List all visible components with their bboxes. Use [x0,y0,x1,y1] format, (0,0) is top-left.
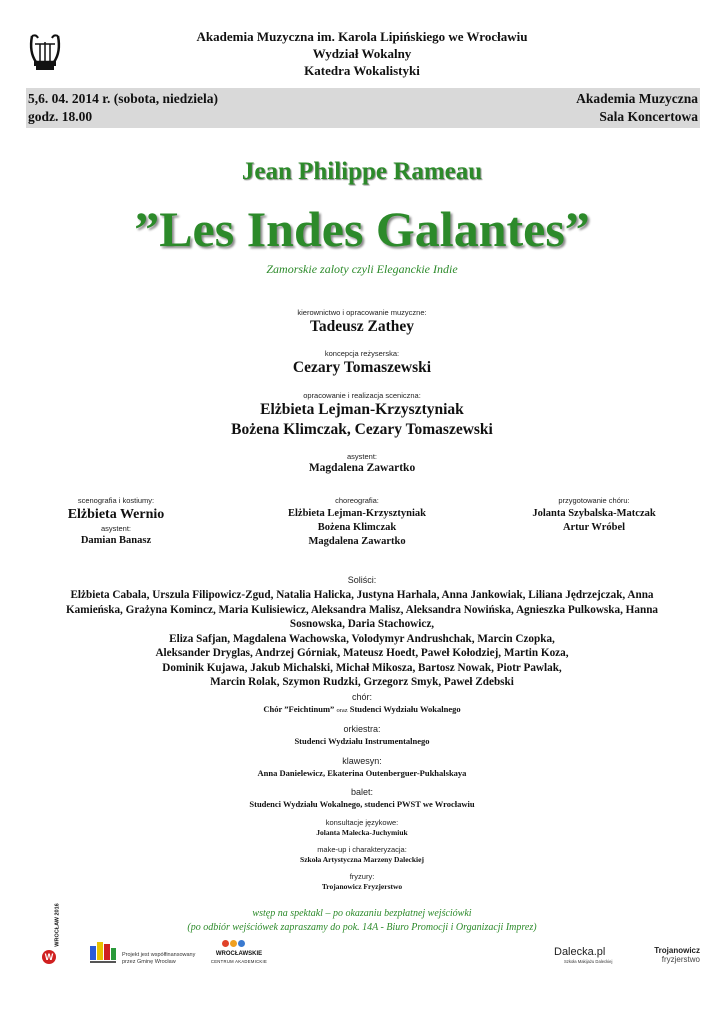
scenography-label: scenografia i kostiumy: [77,496,155,505]
venue-hall: Sala Koncertowa [599,109,698,124]
wca-text-1: WROCŁAWSKIE [215,951,263,957]
staging-names-line1: Elżbieta Lejman-Krzysztyniak [260,401,464,418]
choir-prep-name-2: Artur Wróbel [562,522,626,533]
soloists-line: Elżbieta Cabala, Urszula Filipowicz-Zgud, Natalia Halicka, Justyna Harhala, Anna Jankowiak, Liliana Jędrzejczak, Anna [70,589,654,601]
makeup-label: make-up i charakteryzacja: [317,845,407,854]
stage-director-label: koncepcja reżyserska: [324,349,400,358]
scenography-assistant-name: Damian Banasz [80,535,152,546]
language-name: Jolanta Malecka-Juchymiuk [316,828,408,837]
wca-dot-orange [230,940,237,947]
event-datetime [28,90,218,126]
music-director-label: kierownictwo i opracowanie muzyczne: [297,308,427,317]
wca-dot-blue [238,940,245,947]
music-director-name: Tadeusz Zathey [309,318,415,335]
dalecka-tagline: Szkoła Makijażu Daleckiej [564,959,613,964]
wca-dot-red [222,940,229,947]
project-colorful-logo [88,940,118,966]
choir-names [0,703,724,717]
ticket-pickup-info: (po odbiór wejściówek zapraszamy do pok. 14A - Biuro Promocji i Organizacji Imprez) [187,922,537,933]
wroclaw-2016-logo [38,903,72,968]
choir-conjunction: oraz [336,707,348,714]
trojanowicz-name: Trojanowicz [654,946,700,955]
stage-director-name: Cezary Tomaszewski [292,359,432,376]
choir-name-b: Studenci Wydziału Wokalnego [349,704,461,714]
opera-subtitle: Zamorskie zaloty czyli Eleganckie Indie [266,262,458,276]
department-name: Katedra Wokalistyki [304,63,420,78]
event-date: 5,6. 04. 2014 r. (sobota, niedziela) [28,91,218,106]
faculty-name: Wydział Wokalny [312,46,412,61]
staging-names-line2: Bożena Klimczak, Cezary Tomaszewski [231,421,493,438]
harpsichord-label: klawesyn: [342,756,382,766]
composer-name: Jean Philippe Rameau [241,158,483,185]
wroclaw-2016-text: WROCŁAW 2016 [54,903,61,947]
makeup-name: Szkoła Artystyczna Marzeny Daleckiej [300,855,424,864]
scenography-assistant-label: asystent: [100,524,131,533]
soloists-list [30,588,694,690]
harpsichord-names: Anna Danielewicz, Ekaterina Outenberguer-Pukhalskaya [257,768,467,778]
choir-prep-label: przygotowanie chóru: [558,496,630,505]
choreography-name-2: Bożena Klimczak [317,522,397,533]
trojanowicz-tagline: fryzjerstwo [661,955,700,964]
column-choir-prep [494,496,694,535]
institution-name: Akademia Muzyczna im. Karola Lipińskiego we Wrocławiu [196,29,528,44]
soloists-line: Sosnowska, Daria Stachowicz, [289,618,435,630]
wca-text-2: CENTRUM AKADEMICKIE [210,959,268,964]
event-time: godz. 18.00 [28,109,93,124]
assistant-label: asystent: [346,452,377,461]
soloists-line: Eliza Safjan, Magdalena Wachowska, Volodymyr Andrushchak, Marcin Czopka, [169,632,555,645]
hair-name: Trojanowicz Fryzjerstwo [321,882,403,891]
orchestra-name: Studenci Wydziału Instrumentalnego [294,736,430,746]
ballet-label: balet: [350,787,374,797]
choreography-name-1: Elżbieta Lejman-Krzysztyniak [288,508,426,519]
column-choreography [250,496,464,549]
choreography-name-3: Magdalena Zawartko [308,536,406,547]
staging-label: opracowanie i realizacja sceniczna: [303,391,421,400]
trojanowicz-logo [640,946,700,968]
dalecka-name: Dalecka.pl [554,946,606,958]
cofinance-line1: Projekt jest współfinansowany [122,952,196,958]
choir-label: chór: [351,692,372,702]
choir-prep-name-1: Jolanta Szybalska-Matczak [532,508,656,519]
cofinance-line2: przez Gminę Wrocław [122,959,176,965]
choir-name-a: Chór ”Feichtinum” [263,704,335,714]
soloists-line: Dominik Kujawa, Jakub Michalski, Michał Mikosza, Bartosz Nowak, Piotr Pawlak, [162,661,562,674]
language-label: konsultacje językowe: [325,818,399,827]
wroclawskie-centrum-logo [208,940,270,970]
event-venue [576,90,698,126]
wroclaw-w-icon: W [42,950,56,964]
soloists-line: Aleksander Dryglas, Andrzej Górniak, Mateusz Hoedt, Paweł Kołodziej, Martin Koza, [155,647,569,659]
opera-title: ”Les Indes Galantes” [134,201,590,257]
venue-name: Akademia Muzyczna [576,91,698,106]
assistant-name: Magdalena Zawartko [308,462,416,474]
event-info-bar [26,88,700,128]
soloists-line: Marcin Rolak, Szymon Rudzki, Grzegorz Smyk, Paweł Zdebski [210,676,514,688]
column-scenography [18,496,214,548]
scenography-name: Elżbieta Wernio [67,507,165,522]
dalecka-logo [554,946,626,966]
soloists-label: Soliści: [347,575,377,585]
soloists-line: Kamieńska, Grażyna Komincz, Maria Kulisiewicz, Aleksandra Malisz, Aleksandra Nowińska, Agnieszka Pulkowska, Hanna [65,603,659,616]
wroclaw-vertical-text-box [48,903,62,947]
hair-label: fryzury: [349,872,375,881]
entry-info: wstęp na spektakl – po okazaniu bezpłatnej wejściówki [252,908,472,919]
ballet-names: Studenci Wydziału Wokalnego, studenci PWST we Wrocławiu [249,799,475,809]
orchestra-label: orkiestra: [343,724,381,734]
choreography-label: choreografia: [335,496,379,505]
cofinance-note [122,952,195,966]
